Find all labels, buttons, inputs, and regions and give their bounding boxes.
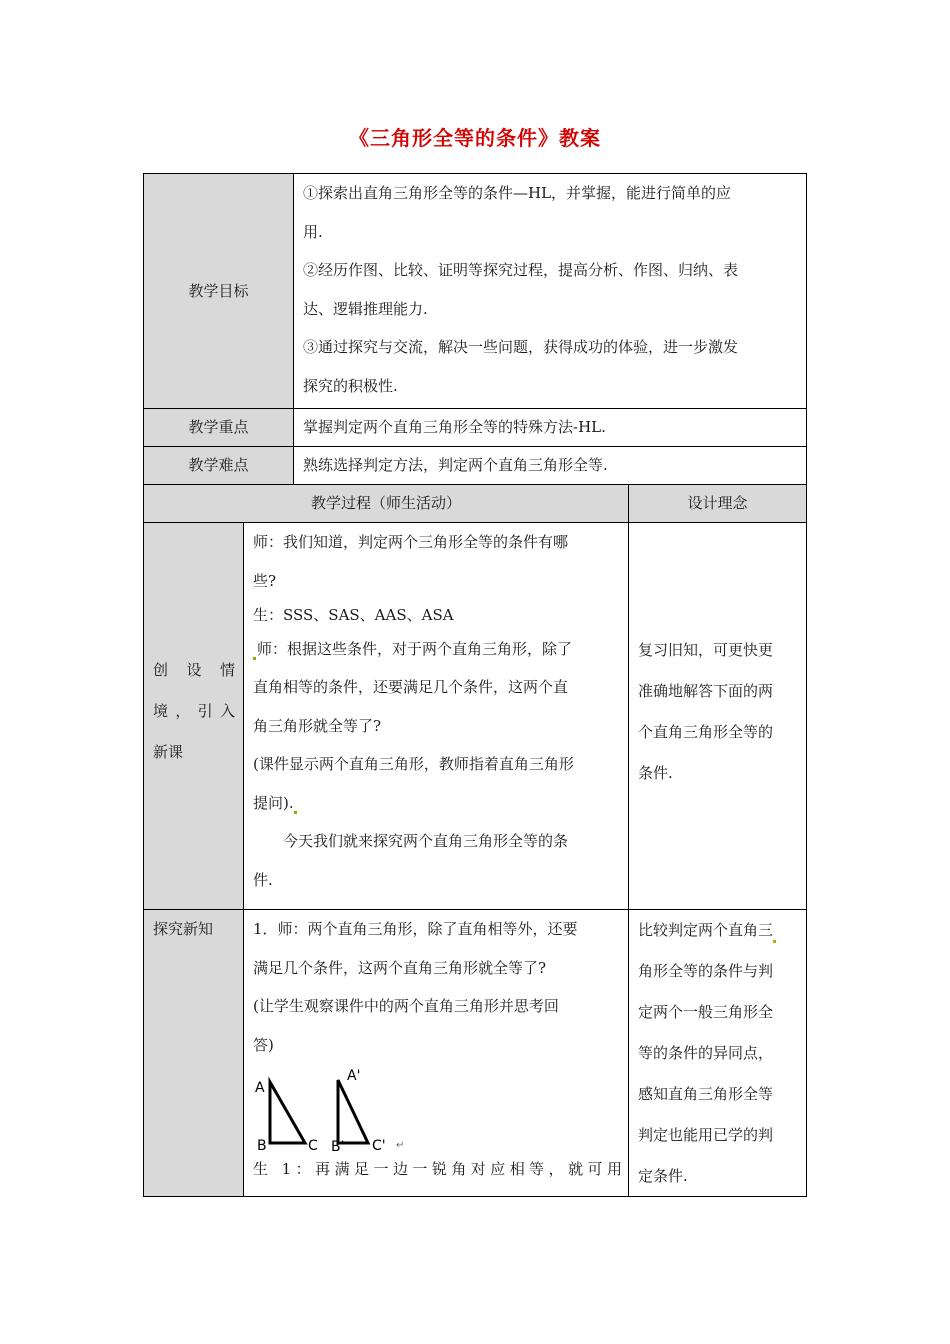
goals-content-cell — [294, 173, 807, 409]
key-point-text: 掌握判定两个直角三角形全等的特殊方法-HL. — [303, 418, 606, 436]
section2-design-line: 角形全等的条件与判 — [638, 962, 774, 980]
key-point-content-cell — [294, 409, 807, 447]
goals-label: 教学目标 — [188, 281, 249, 300]
format-mark-icon — [773, 940, 776, 943]
key-point-label: 教学重点 — [188, 418, 249, 437]
section2-design-line: 判定也能用已学的判 — [638, 1126, 774, 1144]
goals-line: 探究的积极性. — [303, 376, 398, 395]
section1-line: 件. — [253, 870, 273, 889]
section2-design-cell — [629, 910, 807, 1197]
difficulty-text: 熟练选择判定方法，判定两个直角三角形全等. — [303, 456, 608, 474]
process-header: 教学过程（师生活动） — [310, 494, 461, 513]
section1-label-line: 创 设 情 — [153, 661, 235, 679]
section1-design-line: 准确地解答下面的两 — [638, 682, 774, 700]
section2-design-line-wrap — [638, 910, 798, 951]
goals-line: 达、逻辑推理能力. — [303, 299, 428, 318]
section1-design-cell — [629, 523, 807, 910]
label-c: C — [308, 1138, 318, 1152]
document-title: 《三角形全等的条件》教案 — [349, 126, 601, 150]
section2-line: 满足几个条件，这两个直角三角形就全等了? — [253, 958, 547, 977]
section1-label-cell — [143, 523, 244, 910]
section1-line: 角三角形就全等了? — [253, 716, 382, 735]
section2-design-line: 等的条件的异同点， — [638, 1044, 774, 1062]
section1-line: 提问). — [253, 793, 294, 812]
goals-line: ②经历作图、比较、证明等探究过程，提高分析、作图、归纳、表 — [303, 261, 739, 279]
section2-design-line: 感知直角三角形全等 — [638, 1085, 774, 1103]
triangle-abc-prime — [338, 1080, 368, 1143]
difficulty-content-cell — [294, 447, 807, 485]
section1-line-wrap — [253, 784, 622, 823]
design-header: 设计理念 — [687, 494, 748, 513]
section1-line: 今天我们就来探究两个直角三角形全等的条 — [283, 832, 569, 850]
design-header-cell — [629, 485, 807, 523]
section2-content-cell — [244, 910, 629, 1197]
section1-label-line: 新课 — [153, 743, 184, 761]
section2-design-line: 比较判定两个直角三 — [638, 921, 774, 939]
section2-line: (让学生观察课件中的两个直角三角形并思考回 — [253, 997, 559, 1015]
right-triangles-figure — [253, 1064, 413, 1152]
section2-line: 生 1：再满足一边一锐角对应相等，就可用 — [253, 1160, 622, 1178]
section1-line: (课件显示两个直角三角形，教师指着直角三角形 — [253, 755, 574, 773]
section2-design-line: 定条件. — [638, 1167, 688, 1185]
triangle-abc — [270, 1082, 305, 1143]
return-mark-icon: ↵ — [396, 1140, 405, 1151]
section2-line: 1．师：两个直角三角形，除了直角相等外，还要 — [253, 920, 578, 938]
label-a-prime: A' — [347, 1068, 361, 1084]
section1-line: 师：根据这些条件，对于两个直角三角形，除了 — [257, 640, 573, 658]
section1-line: 些? — [253, 571, 277, 590]
format-mark-icon — [294, 811, 297, 814]
goals-line: 用. — [303, 222, 323, 241]
section1-line: 生：SSS、SAS、AAS、ASA — [253, 606, 454, 624]
section2-label-cell — [143, 910, 244, 1197]
label-c-prime: C' — [372, 1138, 386, 1152]
section1-label-line: 境，引入 — [153, 702, 235, 720]
section1-line: 直角相等的条件，还要满足几个条件，这两个直 — [253, 678, 569, 696]
section1-design-line: 复习旧知，可更快更 — [638, 641, 774, 659]
label-b-prime: B' — [331, 1139, 345, 1152]
section1-design-line: 条件. — [638, 764, 673, 782]
section1-line-wrap — [253, 630, 622, 668]
label-a: A — [255, 1080, 265, 1096]
section1-design-line: 个直角三角形全等的 — [638, 723, 774, 741]
section2-label: 探究新知 — [153, 920, 214, 938]
section2-design-line: 定两个一般三角形全 — [638, 1003, 774, 1021]
goals-line: ③通过探究与交流，解决一些问题，获得成功的体验，进一步激发 — [303, 338, 739, 356]
section2-line: 答) — [253, 1035, 274, 1054]
section1-line: 师：我们知道，判定两个三角形全等的条件有哪 — [253, 533, 569, 551]
format-mark-icon — [253, 657, 256, 660]
difficulty-label: 教学难点 — [188, 456, 249, 475]
label-b: B — [257, 1138, 267, 1152]
goals-label-cell — [143, 173, 294, 409]
key-point-label-cell — [143, 409, 294, 447]
goals-line: ①探索出直角三角形全等的条件—HL，并掌握，能进行简单的应 — [303, 184, 732, 202]
section1-content-cell — [244, 523, 629, 910]
process-header-cell — [143, 485, 629, 523]
difficulty-label-cell — [143, 447, 294, 485]
